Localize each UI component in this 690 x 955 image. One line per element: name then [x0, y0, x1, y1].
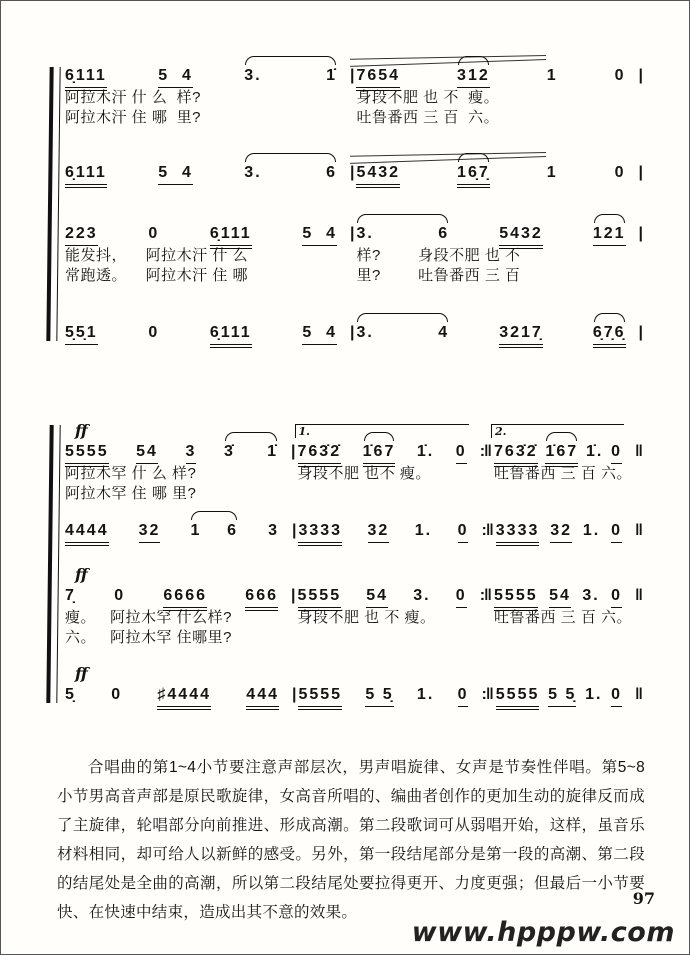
notes-line	[298, 585, 477, 608]
note-group: 1.	[414, 522, 433, 539]
barline: |	[291, 443, 295, 460]
note-group: 763̇2̇	[494, 441, 538, 464]
note-group: 5 5̣	[548, 684, 576, 707]
staff-line	[65, 585, 645, 648]
lyrics-line: 样? 身段不肥 也 不	[356, 247, 521, 264]
barline: |	[350, 225, 354, 242]
note-group: 0	[458, 520, 469, 543]
notes-line	[494, 585, 632, 608]
barline: :‖	[479, 587, 492, 604]
note-group: 3. 1̇	[244, 65, 337, 88]
lyrics-line: 常跑透。 阿拉木汗 住 哪	[65, 267, 249, 284]
note-group: 54	[549, 585, 571, 608]
barline: |	[638, 67, 642, 84]
measure-block	[496, 684, 632, 707]
note-group: 5555	[65, 441, 109, 464]
lyrics-line: 阿拉木汗 什 么 样?	[65, 89, 202, 106]
note-group: 0	[458, 684, 469, 707]
staff-line	[65, 162, 645, 185]
note-group: 0	[148, 324, 160, 341]
lyrics-line: 里? 吐鲁番西 三 百	[356, 267, 521, 284]
system-brace	[46, 425, 60, 703]
note-group: 1.	[582, 522, 601, 539]
note-group: 3217̣	[499, 322, 543, 345]
note-group: 3333	[496, 520, 540, 543]
note-group: 3. 6	[244, 162, 337, 185]
notes-line	[298, 520, 478, 543]
note-group: 121	[593, 223, 626, 246]
note-group: 0	[614, 164, 626, 181]
phrase-lines	[350, 50, 546, 61]
note-group: 5 4	[302, 322, 337, 345]
note-group: 5432	[499, 223, 543, 246]
lyrics-line: 吐鲁番西 三 百 六。	[494, 465, 633, 482]
note-group: 5̣5̣1	[65, 322, 98, 345]
staff-line	[65, 223, 645, 286]
note-group: 0	[611, 684, 622, 707]
staff-row	[65, 666, 645, 707]
note-group: 5555	[298, 684, 342, 707]
note-group: 5 4	[302, 223, 337, 246]
barline: |	[350, 324, 354, 341]
measure-block	[65, 65, 347, 128]
measure-block	[65, 322, 347, 345]
lyrics-line: 身段不肥 也 不 瘦。	[356, 89, 500, 106]
system-1	[65, 65, 645, 345]
note-group: 3. 4	[356, 322, 449, 345]
ff-dynamic: ff	[75, 664, 87, 683]
note-group: 1	[546, 164, 558, 181]
note-group: 16̣7̣	[457, 162, 490, 185]
staff-line	[65, 520, 645, 543]
measure-block	[298, 684, 478, 707]
measure-block	[297, 425, 477, 484]
note-group: 666	[245, 585, 278, 608]
notes-line	[496, 684, 632, 707]
staff-line	[65, 684, 645, 707]
note-group: 5555	[496, 684, 540, 707]
note-group: 1	[546, 67, 558, 84]
note-group: 3.	[413, 587, 431, 604]
barline: :‖	[481, 522, 493, 539]
note-group: 5555	[298, 585, 342, 608]
lyrics-line: 六。 阿拉木罕 住哪里?	[65, 629, 233, 646]
note-group: 32	[368, 520, 390, 543]
notes-line	[494, 441, 632, 464]
note-group: 5 4	[158, 65, 193, 88]
note-group: 444	[246, 684, 279, 707]
note-group: 0	[611, 441, 622, 464]
staff-row	[65, 65, 645, 128]
measure-block	[65, 162, 347, 185]
notes-line	[65, 322, 347, 345]
notes-line	[65, 585, 288, 608]
score	[1, 1, 689, 707]
staff-row	[65, 567, 645, 648]
measure-block	[494, 425, 633, 484]
lyrics-line: 身段不肥 也 不 瘦。	[297, 609, 436, 626]
note-group: 6̣111	[210, 223, 252, 246]
notes-line	[298, 684, 478, 707]
note-group: 5432	[356, 162, 400, 185]
measure-block	[356, 65, 635, 128]
staff-row	[65, 162, 645, 185]
notes-line	[65, 684, 289, 707]
note-group: 3.	[582, 587, 600, 604]
notes-line	[356, 162, 635, 185]
staff-row	[65, 520, 645, 543]
ff-dynamic: ff	[75, 565, 87, 584]
note-group: 54	[366, 585, 388, 608]
note-group: 32	[139, 520, 161, 543]
note-group: 6666	[163, 585, 207, 608]
notes-line	[298, 441, 477, 464]
note-group: 1̇.	[585, 443, 604, 460]
note-group: 32	[550, 520, 572, 543]
barline: ‖	[635, 522, 642, 539]
barline: |	[350, 164, 354, 181]
note-group: 6̣111	[65, 65, 107, 88]
notes-line	[65, 65, 347, 88]
note-group: 0	[611, 520, 622, 543]
measure-block	[298, 585, 477, 628]
measure-block	[298, 520, 478, 543]
lyrics-line: 阿拉木罕 住 哪 里?	[65, 485, 197, 502]
notes-line	[356, 65, 635, 88]
note-group: 1̇67	[545, 441, 578, 464]
measure-block	[65, 520, 289, 543]
note-group: 1 6	[190, 520, 238, 543]
measure-block	[65, 585, 288, 648]
lyrics-line: 阿拉木汗 住 哪 里?	[65, 109, 202, 126]
volta-bracket: 1.	[295, 424, 469, 438]
note-group: 3333	[298, 520, 342, 543]
lyrics-line: 吐鲁番西 三 百 六。	[356, 109, 500, 126]
lyrics-line: 吐鲁番西 三 百 六。	[494, 609, 633, 626]
notes-line	[65, 223, 347, 246]
staff-line	[65, 322, 645, 345]
note-group: 5 4	[158, 162, 193, 185]
barline: ‖	[635, 686, 642, 703]
note-group: 3	[186, 441, 197, 464]
notes-line	[65, 441, 288, 464]
measure-block	[65, 223, 347, 286]
note-group: 3̇ 1̇	[224, 441, 278, 464]
watermark-url: www.hpppw.com	[411, 917, 675, 948]
note-group: 6̣7̣6̣	[593, 322, 626, 345]
note-group: 5 5̣	[365, 684, 393, 707]
ff-dynamic: ff	[75, 421, 87, 440]
barline: |	[292, 686, 296, 703]
note-group: 312	[457, 65, 490, 88]
system-brace	[46, 67, 60, 341]
measure-block	[65, 441, 288, 504]
lyrics-line: 阿拉木罕 什 么 样?	[65, 465, 197, 482]
note-group: 0	[614, 67, 626, 84]
measure-block	[356, 223, 635, 286]
volta-bracket: 2.	[491, 424, 624, 438]
note-group: 0	[611, 585, 622, 608]
system-2	[65, 423, 645, 707]
note-group: 223	[65, 223, 98, 246]
measure-block	[65, 684, 289, 707]
notes-line	[356, 322, 635, 345]
notes-line	[65, 162, 347, 185]
page-number: 97	[632, 889, 655, 908]
note-group: 6̣111	[65, 162, 107, 185]
note-group: 0	[111, 686, 123, 703]
analysis-paragraph: 合唱曲的第1~4小节要注意声部层次，男声唱旋律、女声是节奏性伴唱。第5~8小节男高音声部是原民歌旋律，女高音所唱的、编曲者创作的更加生动的旋律反而成了主旋律，轮唱部分向前推进、形成高潮。第二段歌词可从弱唱开始，这样，虽音乐材料相同，却可给人以新鲜的感受。另外，第一段结尾部分是第一段的高潮、第二段的结尾处是全曲的高潮，所以第二段结尾处要拉得更开、力度更强；但最后一小节要快、在快速中结束，造成出其不意的效果。	[57, 759, 645, 921]
note-group: 0	[456, 585, 467, 608]
note-group: 3	[268, 522, 279, 539]
staff-row	[65, 423, 645, 504]
note-group: 0	[114, 587, 126, 604]
lyrics-line: 瘦。 阿拉木罕 什么样?	[65, 609, 233, 626]
note-group: 54	[136, 441, 158, 464]
note-group: 1̇.	[416, 443, 435, 460]
note-group: 6̣111	[210, 322, 252, 345]
notes-line	[65, 520, 289, 543]
barline: |	[638, 164, 642, 181]
barline: ‖	[635, 587, 642, 604]
note-group: 5555	[494, 585, 538, 608]
note-group: 0	[148, 225, 160, 242]
note-group: 4444	[65, 520, 109, 543]
barline: |	[350, 67, 354, 84]
barline: |	[638, 324, 642, 341]
measure-block	[356, 162, 635, 185]
lyrics-line: 身段不肥 也不 瘦。	[297, 465, 431, 482]
barline: |	[291, 587, 295, 604]
note-group: 1̇67	[363, 441, 396, 464]
barline: |	[292, 522, 296, 539]
note-group: ♯4444	[157, 684, 211, 707]
staff-row	[65, 322, 645, 345]
barline: :‖	[479, 443, 492, 460]
note-group: 1.	[585, 686, 603, 703]
measure-block	[356, 322, 635, 345]
note-group: 763̇2̇	[298, 441, 342, 464]
barline: ‖	[635, 443, 642, 460]
note-group: 7̣	[65, 587, 76, 604]
note-group: 7654	[356, 65, 400, 88]
notes-line	[496, 520, 632, 543]
staff-line	[65, 65, 645, 128]
note-group: 3. 6	[356, 223, 449, 246]
measure-block	[494, 585, 632, 628]
note-group: 0	[456, 441, 467, 464]
notes-line	[356, 223, 635, 246]
note-group: 5̣	[65, 686, 76, 703]
barline: |	[638, 225, 642, 242]
lyrics-line: 能发抖， 阿拉木汗 什 么	[65, 247, 249, 264]
barline: :‖	[481, 686, 493, 703]
staff-row	[65, 223, 645, 286]
note-group: 1.	[416, 686, 435, 703]
measure-block	[496, 520, 632, 543]
phrase-lines	[350, 147, 546, 158]
